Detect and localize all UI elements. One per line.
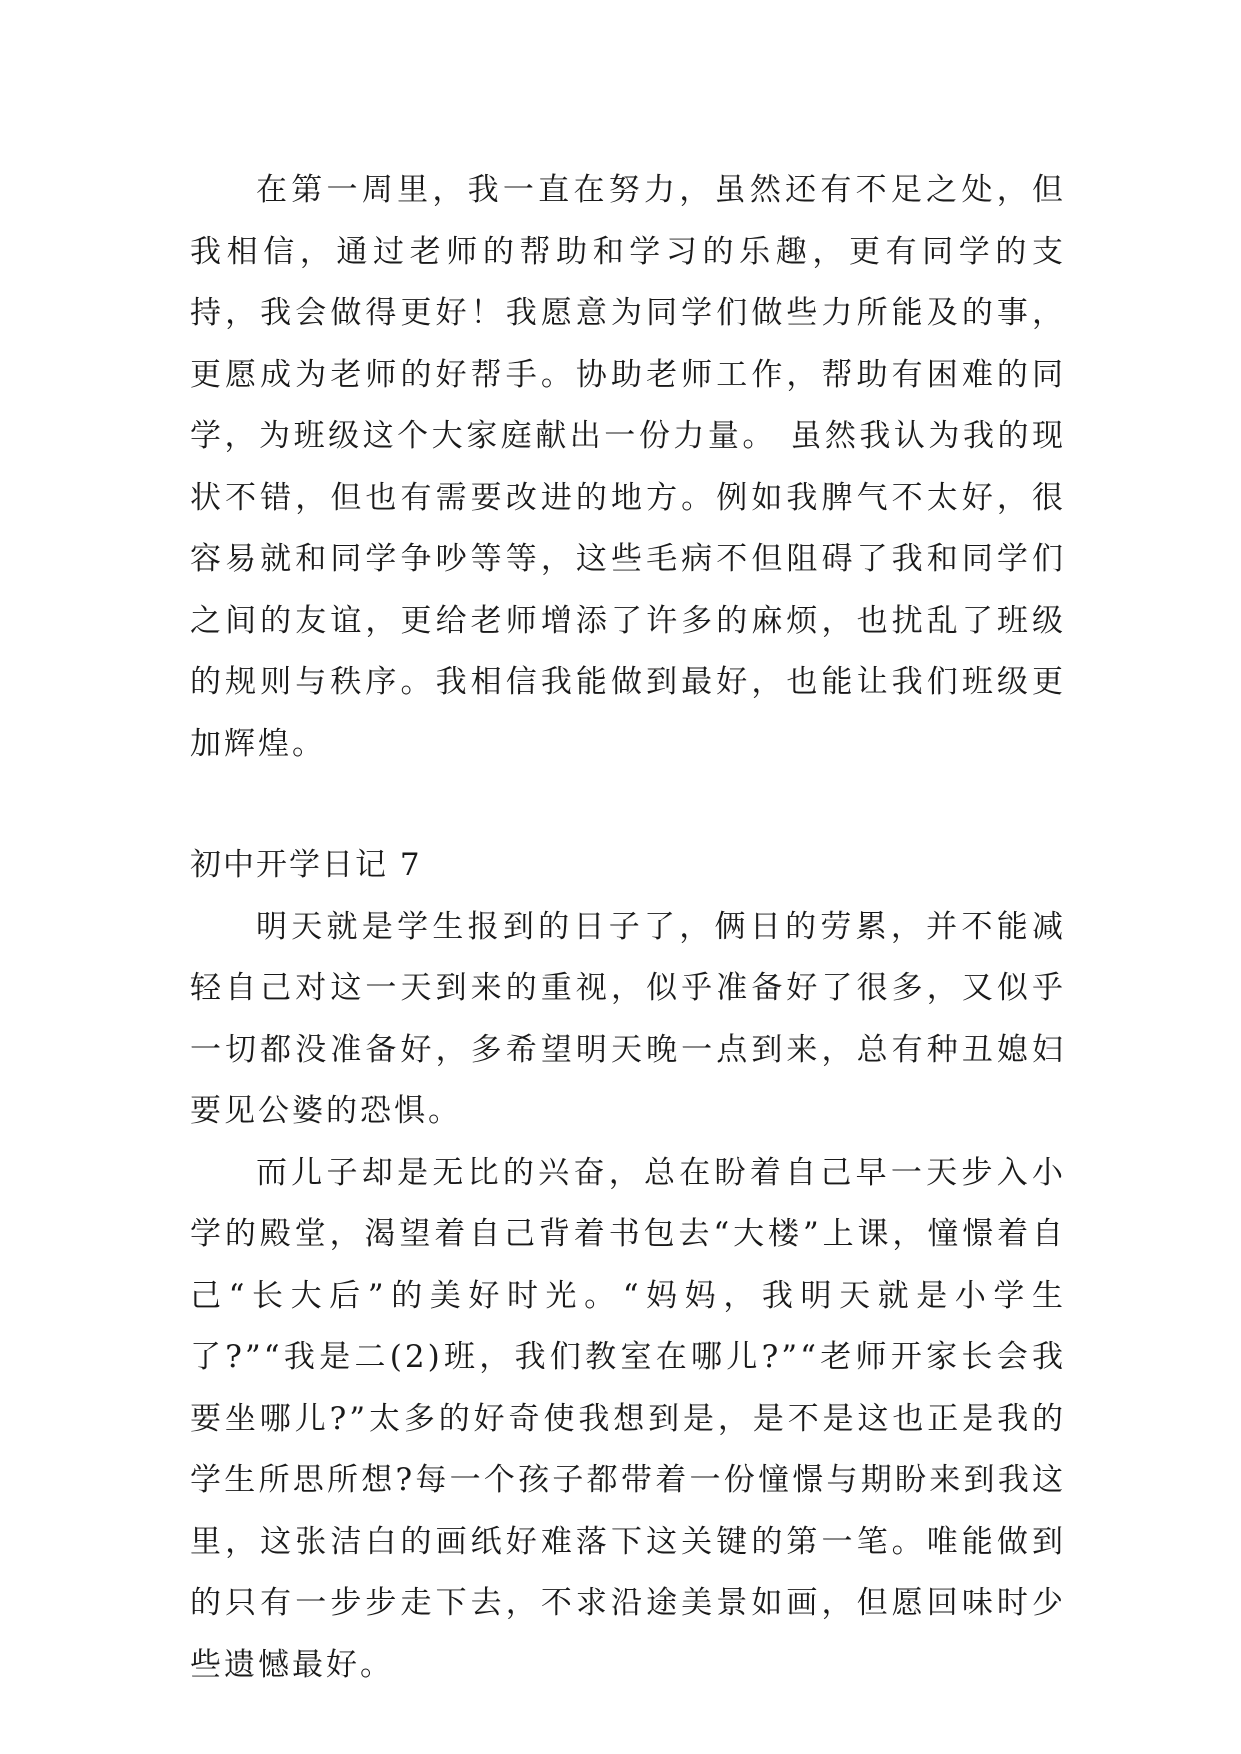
body-paragraph: 明天就是学生报到的日子了，俩日的劳累，并不能减轻自己对这一天到来的重视，似乎准备好了很多，又似乎一切都没准备好，多希望明天晚一点到来，总有种丑媳妇要见公婆的恐惧。 [190,908,1066,1129]
body-paragraph: 而儿子却是无比的兴奋，总在盼着自己早一天步入小学的殿堂，渴望着自己背着书包去“大楼”上课，憧憬着自己“长大后”的美好时光。“妈妈，我明天就是小学生了?”“我是二(2)班，我们教室在哪儿?”“老师开家长会我要坐哪儿?”太多的好奇使我想到是，是不是这也正是我的学生所思所想?每一个孩子都带着一份憧憬与期盼来到我这里，这张洁白的画纸好难落下这关键的第一笔。唯能做到的只有一步步走下去，不求沿途美景如画，但愿回味时少些遗憾最好。 [190,1154,1066,1683]
body-paragraph: 在第一周里，我一直在努力，虽然还有不足之处，但我相信，通过老师的帮助和学习的乐趣，更有同学的支持，我会做得更好！我愿意为同学们做些力所能及的事，更愿成为老师的好帮手。协助老师工作，帮助有困难的同学，为班级这个大家庭献出一份力量。 虽然我认为我的现状不错，但也有需要改进的地方。例如我脾气不太好，很容易就和同学争吵等等，这些毛病不但阻碍了我和同学们之间的友谊，更给老师增添了许多的麻烦，也扰乱了班级的规则与秩序。我相信我能做到最好，也能让我们班级更加辉煌。 [190,172,1066,762]
document-page [190,160,1066,1696]
section-heading: 初中开学日记 7 [190,847,422,883]
